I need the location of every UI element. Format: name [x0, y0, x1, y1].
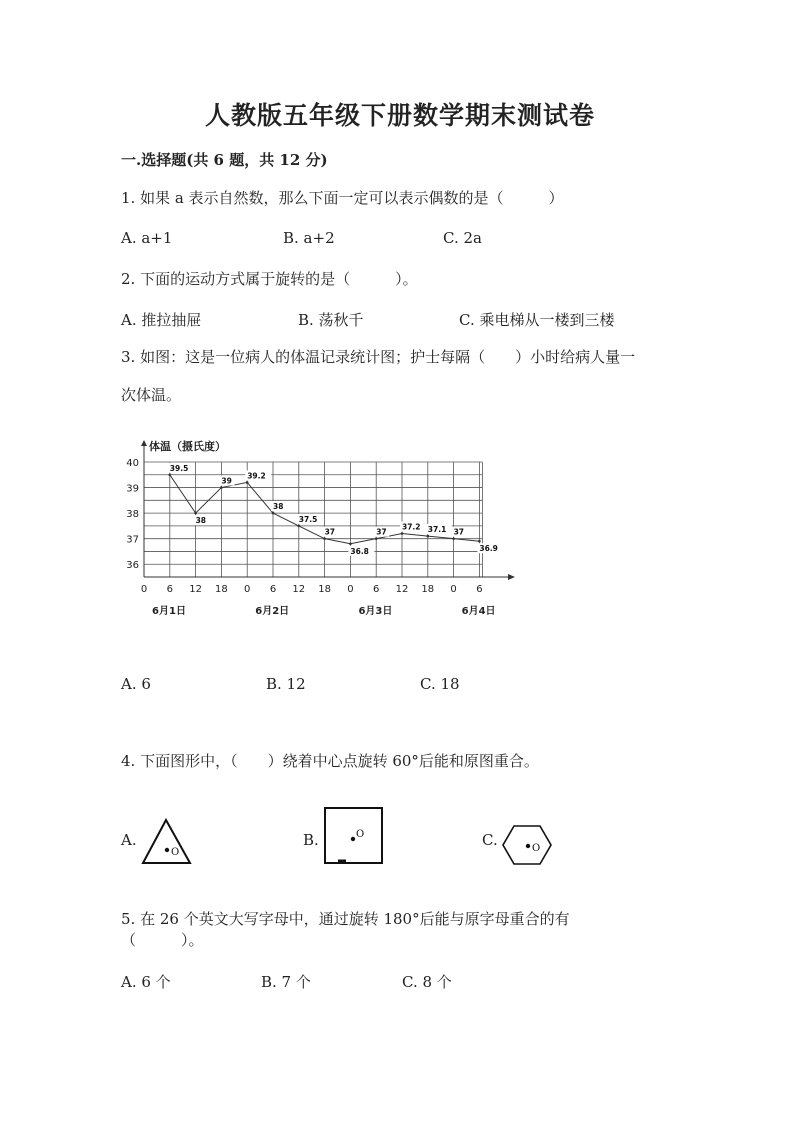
question-3-text-line2: 次体温。 — [121, 386, 182, 404]
data-labels — [168, 463, 504, 556]
x-tick-labels — [141, 584, 483, 595]
q5-option-c: C. 8 个 — [402, 973, 452, 991]
q3-option-c: C. 18 — [420, 675, 460, 693]
q2-option-a: A. 推拉抽屉 — [121, 311, 202, 329]
q1-option-a: A. a+1 — [121, 229, 173, 247]
data-point — [220, 486, 223, 489]
x-tick-label: 0 — [347, 584, 354, 595]
y-tick-label: 38 — [126, 509, 139, 521]
y-tick-label: 40 — [126, 458, 139, 469]
question-3-text-line1: 3. 如图：这是一位病人的体温记录统计图；护士每隔（ ）小时给病人量一 — [121, 348, 636, 366]
data-point — [272, 512, 275, 515]
center-point-dot — [165, 848, 169, 852]
data-point — [427, 535, 430, 538]
x-tick-label: 18 — [318, 584, 331, 595]
data-point — [169, 473, 172, 476]
data-label: 37 — [376, 527, 387, 537]
q4-option-c-label: C. — [482, 831, 498, 849]
page-title: 人教版五年级下册数学期末测试卷 — [204, 101, 595, 130]
q5-option-b: B. 7 个 — [261, 973, 311, 991]
x-tick-label: 18 — [215, 584, 228, 595]
x-tick-label: 12 — [292, 584, 306, 595]
q1-option-b: B. a+2 — [283, 229, 335, 247]
x-tick-label: 12 — [395, 584, 409, 595]
center-label: O — [171, 847, 180, 858]
q4-option-a-label: A. — [121, 831, 137, 849]
y-tick-labels — [126, 458, 139, 571]
q3-option-a: A. 6 — [121, 675, 151, 693]
y-tick-label: 36 — [126, 560, 139, 572]
x-tick-label: 18 — [421, 584, 435, 595]
data-point — [349, 542, 352, 545]
y-axis-arrow — [141, 440, 147, 446]
day-label: 6月4日 — [461, 606, 496, 617]
data-label: 38 — [273, 502, 284, 512]
q1-option-c: C. 2a — [443, 229, 482, 247]
data-label: 36.8 — [350, 546, 369, 556]
square-figure — [322, 806, 384, 866]
triangle-figure — [140, 815, 192, 867]
data-point — [194, 512, 197, 515]
data-point — [478, 540, 481, 543]
data-label: 37.5 — [298, 514, 318, 524]
y-axis-title: 体温（摄氏度） — [149, 440, 226, 453]
question-5-text-line2: （ ）。 — [121, 931, 204, 949]
x-tick-label: 0 — [244, 584, 251, 595]
data-label: 39.5 — [169, 463, 189, 473]
day-label: 6月3日 — [358, 606, 393, 617]
x-tick-label: 0 — [450, 584, 457, 595]
question-5-text-line1: 5. 在 26 个英文大写字母中，通过旋转 180°后能与原字母重合的有 — [121, 910, 570, 928]
x-tick-label: 12 — [189, 584, 202, 595]
x-tick-label: 6 — [269, 584, 277, 595]
data-point — [452, 537, 455, 540]
data-label: 37 — [453, 527, 465, 537]
data-point — [323, 537, 326, 540]
data-label: 39.2 — [247, 471, 266, 481]
data-label: 38 — [195, 516, 207, 526]
data-label: 39 — [221, 476, 232, 486]
hexagon-figure — [501, 823, 553, 867]
center-point-dot — [351, 837, 355, 841]
temperature-line-chart — [118, 432, 528, 632]
data-point — [375, 537, 378, 540]
x-tick-label: 0 — [140, 584, 148, 595]
data-label: 37.1 — [427, 525, 447, 535]
x-tick-label: 6 — [166, 584, 173, 595]
data-point — [246, 481, 249, 484]
day-label: 6月2日 — [255, 606, 290, 617]
y-tick-label: 39 — [126, 483, 139, 495]
question-4-text: 4. 下面图形中，（ ）绕着中心点旋转 60°后能和原图重合。 — [121, 752, 539, 770]
section-heading: 一.选择题(共 6 题，共 12 分) — [121, 151, 328, 169]
day-labels — [152, 604, 496, 617]
data-point — [298, 525, 301, 528]
data-label: 37 — [324, 527, 336, 537]
center-label: O — [356, 829, 365, 840]
y-tick-label: 37 — [126, 534, 139, 546]
data-point — [401, 532, 404, 535]
q2-option-c: C. 乘电梯从一楼到三楼 — [459, 311, 615, 329]
x-axis-arrow — [508, 574, 515, 580]
center-label: O — [532, 843, 541, 854]
data-label: 37.2 — [402, 522, 421, 532]
question-2-text: 2. 下面的运动方式属于旋转的是（ ）。 — [121, 270, 418, 288]
q3-option-b: B. 12 — [266, 675, 306, 693]
x-tick-label: 6 — [373, 584, 380, 595]
q5-option-a: A. 6 个 — [121, 973, 171, 991]
data-label: 36.9 — [479, 544, 498, 554]
center-point-dot — [526, 844, 530, 848]
day-label: 6月1日 — [152, 606, 186, 617]
q4-option-b-label: B. — [303, 831, 319, 849]
q2-option-b: B. 荡秋千 — [298, 311, 364, 329]
chart-axes — [141, 440, 515, 580]
x-tick-label: 6 — [476, 584, 483, 595]
question-1-text: 1. 如果 a 表示自然数，那么下面一定可以表示偶数的是（ ） — [121, 189, 564, 207]
